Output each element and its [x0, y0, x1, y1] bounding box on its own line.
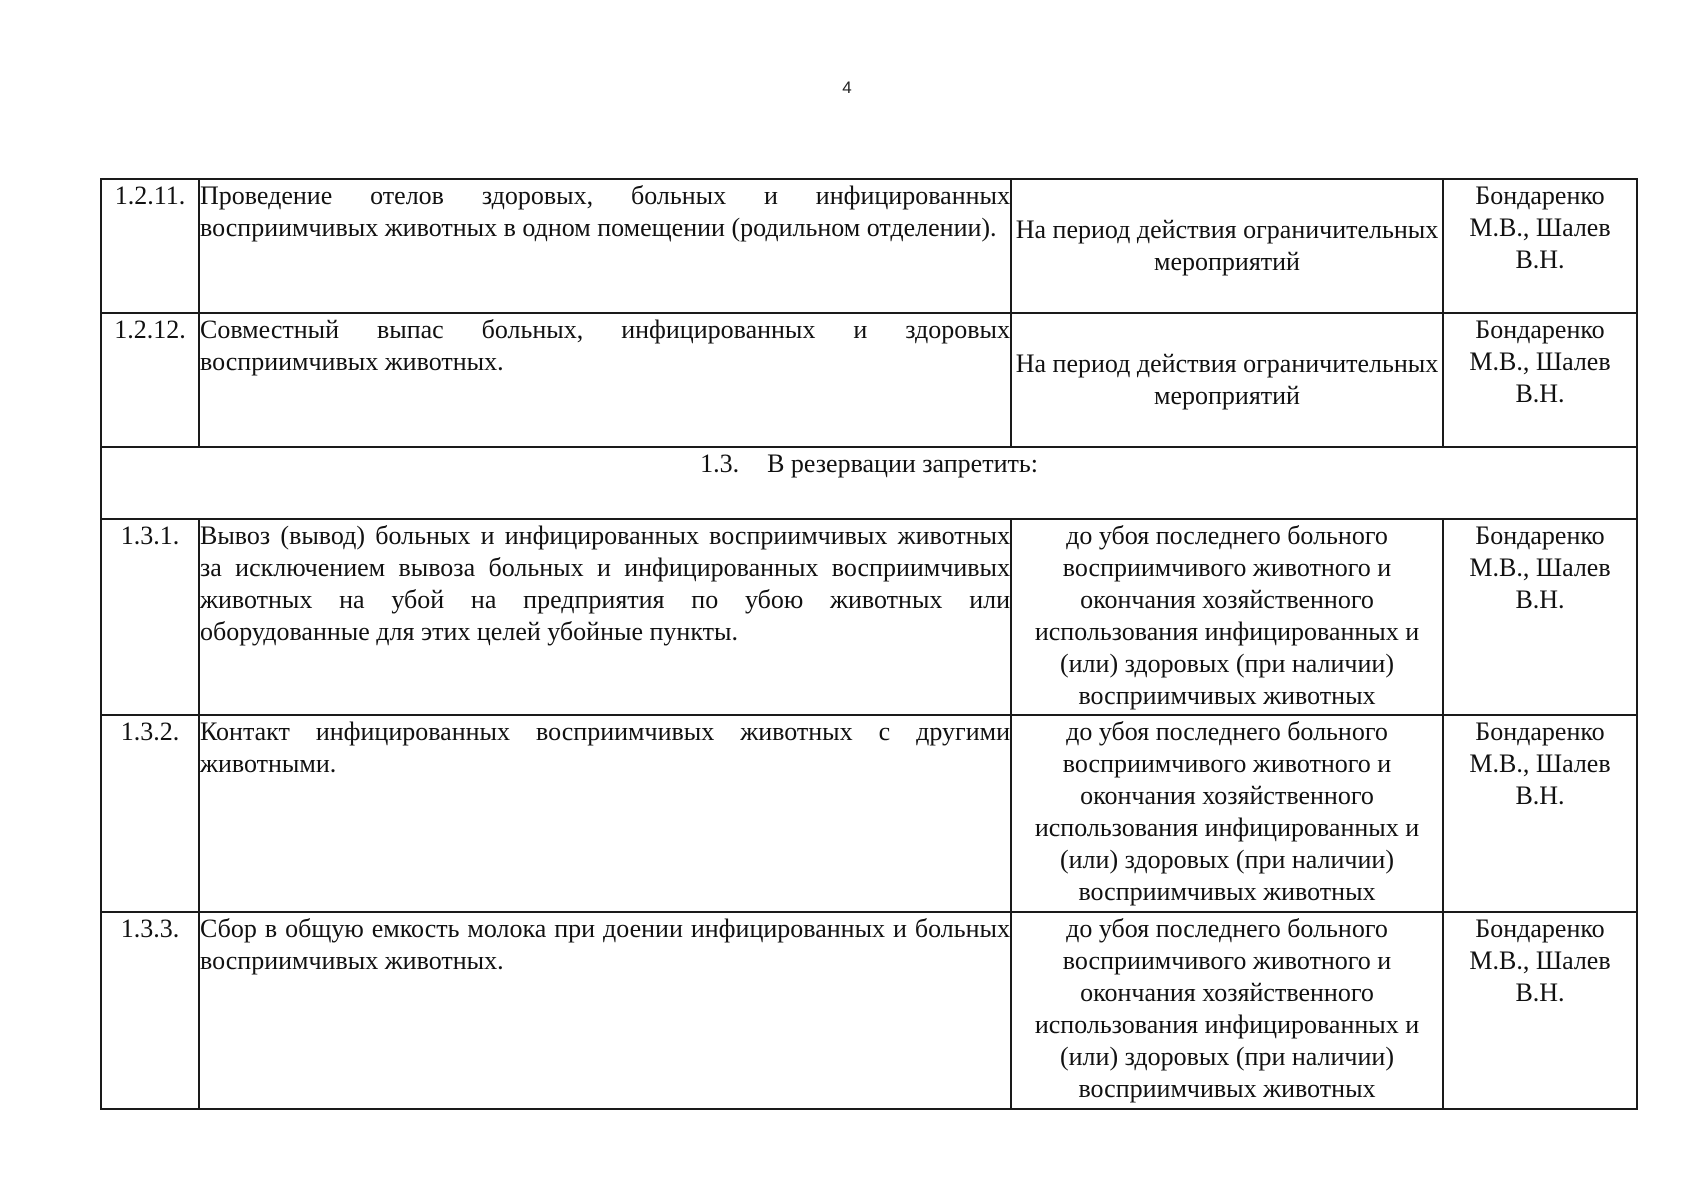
item-responsible: Бондаренко М.В., Шалев В.Н. [1443, 912, 1637, 1109]
item-number: 1.2.12. [101, 313, 199, 447]
table-row [101, 912, 1637, 1109]
item-number: 1.3.3. [101, 912, 199, 1109]
section-header-row [101, 447, 1637, 519]
page-number: 4 [842, 78, 852, 97]
section-number: 1.3. [700, 449, 740, 478]
item-responsible: Бондаренко М.В., Шалев В.Н. [1443, 313, 1637, 447]
table-row [101, 715, 1637, 912]
item-description: Контакт инфицированных восприимчивых животных с другими животными. [199, 715, 1011, 912]
item-period: до убоя последнего больного восприимчивого животного и окончания хозяйственного использования инфицированных и (или) здоровых (при наличии) восприимчивых животных [1011, 912, 1443, 1109]
item-description: Вывоз (вывод) больных и инфицированных восприимчивых животных за исключением вывоза больных и инфицированных восприимчивых животных на убой на предприятия по убою животных или оборудованные для этих целей убойные пункты. [199, 519, 1011, 715]
period-text: На период действия ограничительных мероприятий [1015, 349, 1439, 410]
item-responsible: Бондаренко М.В., Шалев В.Н. [1443, 179, 1637, 313]
item-period: до убоя последнего больного восприимчивого животного и окончания хозяйственного использования инфицированных и (или) здоровых (при наличии) восприимчивых животных [1011, 715, 1443, 912]
item-period: до убоя последнего больного восприимчивого животного и окончания хозяйственного использования инфицированных и (или) здоровых (при наличии) восприимчивых животных [1011, 519, 1443, 715]
measures-table [100, 178, 1638, 1110]
section-title: В резервации запретить: [767, 449, 1038, 478]
item-responsible: Бондаренко М.В., Шалев В.Н. [1443, 715, 1637, 912]
item-description: Проведение отелов здоровых, больных и инфицированных восприимчивых животных в одном помещении (родильном отделении). [199, 179, 1011, 313]
item-number: 1.3.1. [101, 519, 199, 715]
item-description: Сбор в общую емкость молока при доении инфицированных и больных восприимчивых животных. [199, 912, 1011, 1109]
item-period [1011, 179, 1443, 313]
table-row [101, 519, 1637, 715]
item-description: Совместный выпас больных, инфицированных и здоровых восприимчивых животных. [199, 313, 1011, 447]
item-responsible: Бондаренко М.В., Шалев В.Н. [1443, 519, 1637, 715]
item-period [1011, 313, 1443, 447]
table-row [101, 313, 1637, 447]
period-text: На период действия ограничительных мероприятий [1015, 215, 1439, 276]
table-row [101, 179, 1637, 313]
item-number: 1.3.2. [101, 715, 199, 912]
item-number: 1.2.11. [101, 179, 199, 313]
section-header [101, 447, 1637, 519]
